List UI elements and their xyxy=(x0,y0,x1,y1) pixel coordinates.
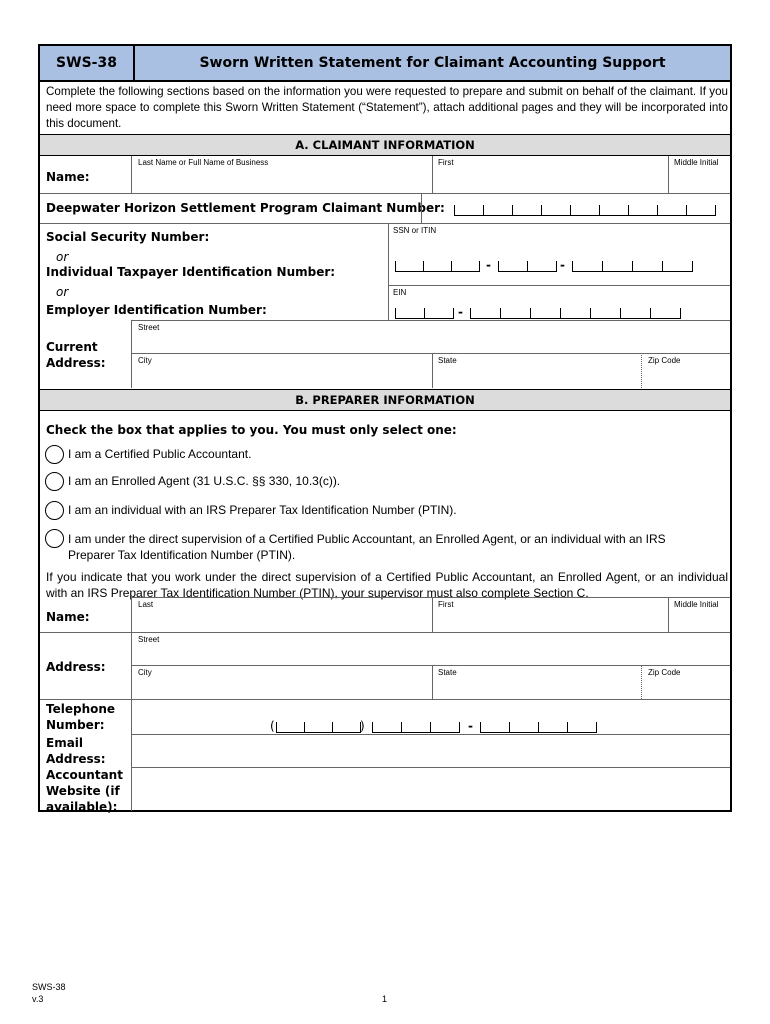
option-ptin-label: I am an individual with an IRS Preparer Tax Identification Number (PTIN). xyxy=(68,503,457,517)
option-ptin-radio[interactable] xyxy=(45,501,64,520)
preparer-state-field[interactable] xyxy=(436,678,636,697)
option-supervised-radio[interactable] xyxy=(45,529,64,548)
preparer-zip-hint: Zip Code xyxy=(648,668,681,677)
ssn-itin-boxes-3[interactable] xyxy=(572,260,693,272)
form-code: SWS-38 xyxy=(40,46,135,82)
option-cpa-radio[interactable] xyxy=(45,445,64,464)
preparer-first-hint: First xyxy=(438,600,454,609)
preparer-city-hint: City xyxy=(138,668,152,677)
ein-label: Employer Identification Number: xyxy=(46,303,267,317)
footer-form-code: SWS-38 xyxy=(32,982,66,992)
claimant-zip-field[interactable] xyxy=(646,366,726,386)
preparer-zip-field[interactable] xyxy=(646,678,726,697)
claimant-middle-initial-field[interactable] xyxy=(672,168,726,190)
preparer-last-name-field[interactable] xyxy=(136,611,426,630)
or-label-1: or xyxy=(56,250,69,264)
preparer-street-hint: Street xyxy=(138,635,160,644)
email-field[interactable] xyxy=(136,738,726,764)
option-cpa-label: I am a Certified Public Accountant. xyxy=(68,447,252,461)
ein-boxes-2[interactable] xyxy=(470,307,681,319)
preparer-name-label: Name: xyxy=(46,610,90,624)
form-title: Sworn Written Statement for Claimant Accounting Support xyxy=(135,46,730,82)
preparer-street-field[interactable] xyxy=(136,644,726,662)
preparer-address-label: Address: xyxy=(46,660,106,674)
phone-prefix-boxes[interactable] xyxy=(372,721,460,733)
ein-hint: EIN xyxy=(393,288,407,297)
claimant-street-hint: Street xyxy=(138,323,160,332)
claimant-state-hint: State xyxy=(438,356,457,365)
website-field[interactable] xyxy=(136,771,726,807)
section-b-header: B. PREPARER INFORMATION xyxy=(40,389,730,411)
telephone-label: Telephone Number: xyxy=(46,702,116,732)
or-label-2: or xyxy=(56,285,69,299)
claimant-last-name-field[interactable] xyxy=(136,168,426,190)
sws-38-form: SWS-38 Sworn Written Statement for Claimant Accounting Support Complete the following sections based on the information you were requested to prepare and submit on behalf of the claimant. If you need more space to complete this Sworn Written Statement (“Statement”), attach additional pages and they will be incorporated into this document. A. CLAIMANT INFORMATION Name: Last Name or Full Name of Business First Middle Initial Deepwater Horizon Settlement Program Claimant Number: Social Security Number: or Individual Taxpayer Identification Number: or Employer Identification Number: SSN or ITIN - - EIN - Current Address: Street City State Zip Code B. PREPARER INFORMATION Check the box that applies to you. You must only select one: I am a Certified Public Accountant. I am an Enrolled Agent (31 U.S.C. §§ 330, 10.3(c)). I am an individual with an IRS Preparer Tax Identification Number (PTIN). I am under the direct supervision of a Certified Public Accountant, an Enrolled Agent, or an individual with an IRS Preparer Tax Identification Number (PTIN). If you indicate that you work under the direct supervision of a Certified Public Accountant, an Enrolled Agent, or an individual with an IRS Preparer Tax Identification Number (PTIN), your supervisor must also complete Section C. Name: Last First Middle Initial Address: Street City State Zip Code Telephone Number: ( ) - Email Address: Accountant Website (if available): xyxy=(38,44,732,812)
ein-boxes-1[interactable] xyxy=(395,307,454,319)
section-a-header: A. CLAIMANT INFORMATION xyxy=(40,134,730,156)
ssn-itin-hint: SSN or ITIN xyxy=(393,226,437,235)
claimant-name-label: Name: xyxy=(46,170,90,184)
claimant-number-label: Deepwater Horizon Settlement Program Claimant Number: xyxy=(46,201,445,215)
website-label: Accountant Website (if available): xyxy=(46,768,123,814)
claimant-state-field[interactable] xyxy=(436,366,636,386)
current-address-label: Current Address: xyxy=(46,340,106,370)
supervision-note: If you indicate that you work under the direct supervision of a Certified Public Accountant, an Enrolled Agent, or an individual with an IRS Preparer Tax Identification Number (PTIN), your supervisor must also complete Section C. xyxy=(46,570,728,600)
claimant-city-hint: City xyxy=(138,356,152,365)
claimant-middle-hint: Middle Initial xyxy=(674,158,719,167)
phone-area-code-boxes[interactable] xyxy=(276,721,361,733)
claimant-city-field[interactable] xyxy=(136,366,426,386)
option-supervised-label: I am under the direct supervision of a Certified Public Accountant, an Enrolled Agent, or an individual with an IRS Preparer Tax Identification Number (PTIN). xyxy=(68,532,666,562)
preparer-first-name-field[interactable] xyxy=(436,611,664,630)
claimant-first-name-field[interactable] xyxy=(436,168,664,190)
email-label: Email Address: xyxy=(46,736,106,766)
preparer-last-hint: Last xyxy=(138,600,154,609)
claimant-street-field[interactable] xyxy=(136,332,726,350)
option-enrolled-agent-label: I am an Enrolled Agent (31 U.S.C. §§ 330, 10.3(c)). xyxy=(68,474,341,488)
claimant-first-hint: First xyxy=(438,158,454,167)
claimant-zip-hint: Zip Code xyxy=(648,356,681,365)
preparer-state-hint: State xyxy=(438,668,457,677)
ssn-itin-boxes-2[interactable] xyxy=(498,260,557,272)
ssn-itin-boxes-1[interactable] xyxy=(395,260,480,272)
preparer-city-field[interactable] xyxy=(136,678,426,697)
phone-line-boxes[interactable] xyxy=(480,721,597,733)
ssn-label: Social Security Number: xyxy=(46,230,210,244)
itin-label: Individual Taxpayer Identification Number: xyxy=(46,265,336,279)
preparer-middle-initial-field[interactable] xyxy=(672,611,726,630)
footer-version: v.3 xyxy=(32,994,44,1004)
claimant-last-name-hint: Last Name or Full Name of Business xyxy=(138,158,269,167)
claimant-number-boxes[interactable] xyxy=(454,204,716,216)
page-number: 1 xyxy=(382,994,388,1004)
check-instruction: Check the box that applies to you. You must only select one: xyxy=(46,423,457,437)
preparer-middle-hint: Middle Initial xyxy=(674,600,719,609)
option-enrolled-agent-radio[interactable] xyxy=(45,472,64,491)
intro-paragraph: Complete the following sections based on the information you were requested to prepare and submit on behalf of the claimant. If you need more space to complete this Sworn Written Statement (“Statement”), attach additional pages and they will be incorporated into this document. xyxy=(46,85,728,130)
